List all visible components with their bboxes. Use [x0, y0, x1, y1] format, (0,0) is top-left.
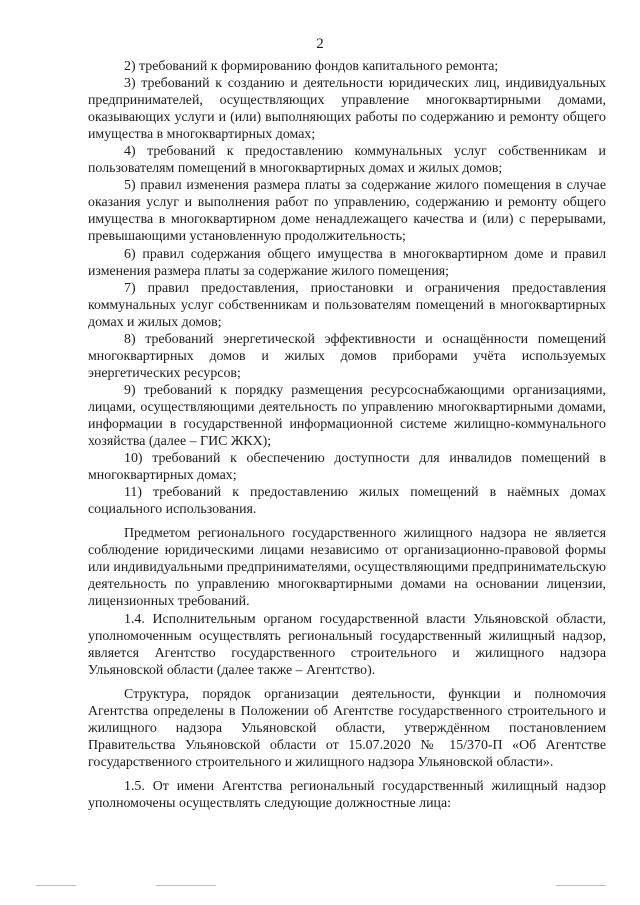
paragraph-item-3: 3) требований к созданию и деятельности юридических лиц, индивидуальных предпринимателей, осуществляющих управление многоквартирными домами, оказывающих услуги и (или) выполняющих работы по содержанию и ремонту общего имущества в многоквартирных домах; [88, 76, 606, 143]
page-number: 2 [316, 36, 324, 52]
paragraph-item-2: 2) требований к формированию фондов капитального ремонта; [124, 59, 499, 74]
paragraph-item-8: 8) требований энергетической эффективности и оснащённости помещений многоквартирных домов и жилых домов приборами учёта используемых энергетических ресурсов; [88, 331, 606, 381]
paragraph-item-10: 10) требований к обеспечению доступности для инвалидов помещений в многоквартирных домах; [88, 451, 606, 484]
paragraph-section-1-5: 1.5. От имени Агентства региональный государственный жилищный надзор уполномочены осуществлять следующие должностные лица: [88, 778, 606, 811]
paragraph-agency-structure: Структура, порядок организации деятельности, функции и полномочия Агентства определены в Положении об Агентстве государственного строительного и жилищного надзора Ульяновской области, утверждённом постановлением Правительства Ульяновской области от 15.07.2020 № 15/370-П «Об Агентстве государственного строительного и жилищного надзора Ульяновской области». [88, 686, 606, 770]
paragraph-section-1-4: 1.4. Исполнительным органом государственной власти Ульяновской области, уполномоченным осуществлять региональный государственный жилищный надзор, является Агентство государственного строительного и жилищного надзора Ульяновской области (далее также – Агентство). [88, 611, 606, 678]
paragraph-item-4: 4) требований к предоставлению коммунальных услуг собственникам и пользователям помещений в многоквартирных домах и жилых домов; [88, 144, 606, 177]
paragraph-item-6: 6) правил содержания общего имущества в многоквартирном доме и правил изменения размера платы за содержание жилого помещения; [88, 246, 606, 279]
paragraph-item-11: 11) требований к предоставлению жилых помещений в наёмных домах социального использования. [88, 485, 606, 518]
paragraph-subject-exclusion: Предметом регионального государственного жилищного надзора не является соблюдение юридическими лицами независимо от организационно-правовой формы или индивидуальными предпринимателями, осуществляющими предпринимательскую деятельность по управлению многоквартирными домами на основании лицензии, лицензионных требований. [88, 526, 606, 610]
document-body [88, 58, 606, 812]
paragraph-item-9: 9) требований к порядку размещения ресурсоснабжающими организациями, лицами, осуществляющими деятельность по управлению многоквартирными домами, информации в государственной информационной системе жилищно-коммунального хозяйства (далее – ГИС ЖКХ); [88, 382, 606, 450]
paragraph-item-5: 5) правил изменения размера платы за содержание жилого помещения в случае оказания услуг и выполнения работ по управлению, содержанию и ремонту общего имущества в многоквартирном доме ненадлежащего качества и (или) с перерывами, превышающими установленную продолжительность; [88, 178, 606, 245]
scan-edge-marks [36, 885, 616, 891]
paragraph-item-7: 7) правил предоставления, приостановки и ограничения предоставления коммунальных услуг собственникам и пользователям помещений в многоквартирных домах и жилых домов; [88, 280, 606, 330]
